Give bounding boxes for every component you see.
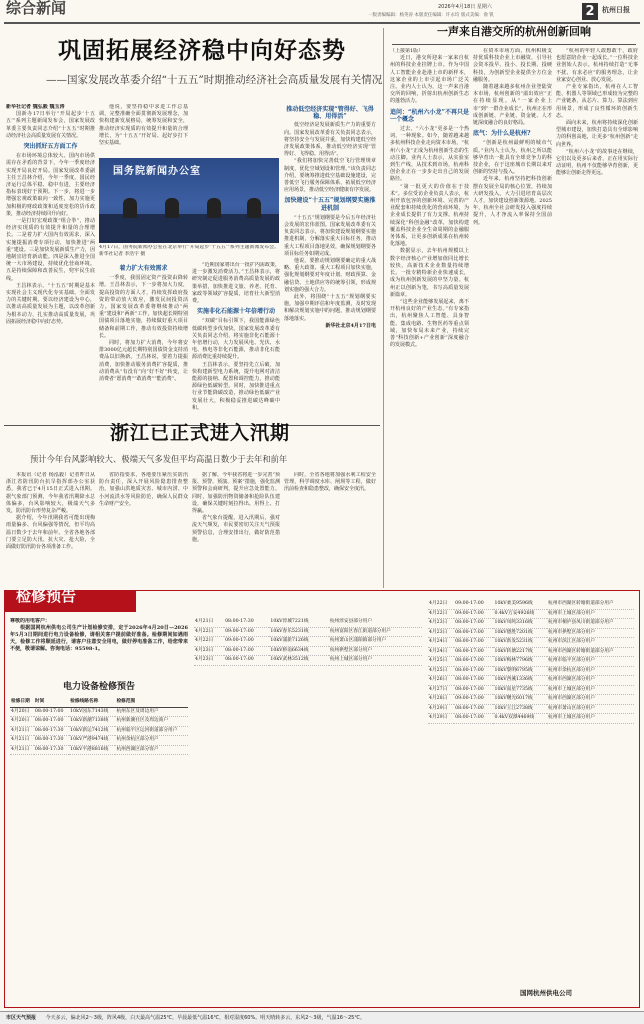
side-paragraph: 面向未来，杭州将持续深化创新型城市建设，加快打造具有全球影响力的科创高地，让更多“杭州创新”走向世界。: [556, 120, 638, 148]
table-row: [194, 656, 422, 666]
cell-time: 08:00-17:00: [454, 704, 493, 714]
lead-paragraph: “双碳”目标引领下，我国能源绿色低碳转型步伐加快。国家发展改革委有关负责同志介绍，将实施非化石能源十年倍增行动，大力发展风电、光伏、水电、核电等非化石能源，推动非化石能源消费比重持续提升。: [192, 318, 280, 361]
flood-column-4: [284, 472, 376, 584]
cell-time: 08:00-17:00: [454, 666, 493, 676]
table-row: [428, 657, 634, 667]
lead-subtitle: ——国家发展改革委介绍“十五五”时期推动经济社会高质量发展有关情况: [46, 74, 383, 86]
table-row: [428, 714, 634, 724]
lead-paragraph: 在市场环境总体较大、国内市场供需存在矛盾的背景下，今年一季度经济实现开局良好开局。国家发展改革委副主任王昌林介绍，今年一季度，国民经济运行总体平稳、稳中有进，主要经济指标表现好于预期。下一步，将进一步增强宏观政策取向一致性，加力实施更加积极的财政政策和适度宽松的货币政策，推动经济持续回升向好。: [6, 153, 95, 217]
side-paragraph: “这些企业能够发展起来，离不开杭州良好的产业生态。”有专家指出，杭州聚焦人工智能、具身智能、集成电路、生物医药等重点领域，加快布局未来产业，持续完善“科技创新+产业创新”深度融合的发展模式。: [390, 298, 469, 349]
flood-paragraph: 省气象台提醒，进入汛期后，强对流天气频发，市民要密切关注天气预报预警信息，合理安排出行，做好防范措施。: [192, 515, 280, 543]
cell-area: 杭州市萧山区部分用户: [547, 704, 634, 714]
cell-line: 10kV武林3512线: [269, 656, 328, 666]
cell-time: 08:00-17:00: [454, 647, 493, 657]
cell-area: 杭州淳安县部分用户: [329, 618, 422, 627]
notice-body: 根据国网杭州供电公司生产计划检修安排，定于2026年4月20日—2026年5月3日期间进行电力设备检修，请相关客户提前做好准备。检修期间如遇雨天，检修工作将顺延进行，请客户注意安全用电，做好停电准备工作，给您带来不便，敬请谅解。咨询电话：95598-1。: [10, 625, 188, 652]
cell-line: 10kV南星7735线: [493, 685, 547, 695]
cell-date: 4月20日: [10, 717, 34, 727]
lead-column-2b: [99, 262, 188, 419]
side-headline: 一声来自港交所的杭州创新回响: [437, 25, 591, 38]
section-title: 综合新闻: [6, 0, 67, 17]
table-row: [428, 600, 634, 609]
cell-time: 08:00-17:30: [34, 726, 69, 736]
cell-date: 4月22日: [194, 637, 224, 647]
cell-date: 4月26日: [428, 676, 454, 686]
side-paragraph: 近年来，杭州坚持把科技创新摆在发展全局的核心位置，持续加大研发投入，大力引进培育高层次人才，加快建设创新策源地。2025年，杭州全社会研发投入强度持续提升，人才净流入率保持全国前列。: [473, 176, 552, 226]
table-row: [194, 637, 422, 647]
cell-line: 10kV新运7412线: [69, 726, 115, 736]
lead-paragraph: “近期国家将出台一批扩内需政策，进一步激发消费活力。”王昌林表示，将研究制定促进服务消费高质量发展的政策举措，加快推进文旅、养老、托育、家政等领域扩容提质，培育壮大新型消费。: [192, 262, 280, 305]
cell-date: 4月21日: [10, 745, 34, 755]
table-row: [194, 618, 422, 627]
side-column-3: [556, 48, 638, 588]
cell-line: 10kV严港9474线: [69, 736, 115, 746]
flood-headline: 浙江已正式进入汛期: [110, 422, 291, 444]
table-row: [428, 704, 634, 714]
table-row: [194, 627, 422, 637]
cell-date: 4月29日: [428, 704, 454, 714]
maintenance-table: [194, 618, 422, 666]
cell-area: 杭州市桐庐县凤川街道部分用户: [547, 619, 634, 629]
photo-person: [247, 198, 261, 218]
lead-column-1: [6, 104, 95, 419]
flood-column-3: [192, 472, 280, 584]
lead-paragraph: 一季度，我国固定资产投资由降转增。王昌林表示，下一步将加大力度，提高投资的方面人才，持续发挥政府投资的带动放大效应，激发民间投资活力。国家发展改革委将继续推动“两重”建设和“两新”工作，加快超长期特别国债项目落地实施，持续做好重大项目储备和前期工作，推动有效投资持续增长。: [99, 275, 188, 339]
cell-time: 08:00-17:00: [224, 646, 269, 656]
side-column-1: [390, 48, 469, 588]
lead-headline: 巩固拓展经济稳中向好态势: [58, 38, 346, 64]
cell-date: 4月22日: [428, 609, 454, 619]
cell-date: 4月23日: [194, 656, 224, 666]
cell-time: 09:00-17:00: [224, 627, 269, 637]
side-paragraph: “杭州的年轻人敢想敢干，政府也愿意陪企业一起成长。”一位科技企业创始人表示。杭州持续打造“无事不扰、有求必应”的服务理念，让企业家安心创业、放心发展。: [556, 48, 638, 83]
cell-time: 08:00-17:00: [34, 707, 69, 717]
lead-byline: 新华社记者 魏弘毅 魏玉涛: [6, 104, 65, 110]
cell-area: 杭州东区及周边用户: [115, 707, 188, 717]
cell-line: 10kV春乐5231线: [269, 627, 328, 637]
table-row: [10, 717, 188, 727]
cell-date: 4月21日: [194, 618, 224, 627]
photo-person: [207, 198, 221, 218]
cell-line: 10kV柔美9596线: [493, 600, 547, 609]
flood-paragraph: 据介绍，今年汛期我省可能出现梅雨量偏多、台风偏强等情况，但平均高温日数少于去年和前年。全省各地各部门要立足防大汛、抗大灾、抢大险，全面做好防汛防台各项准备工作。: [6, 515, 95, 551]
press-conference-photo: [99, 158, 279, 243]
cell-time: 08:00-17:30: [224, 618, 269, 627]
notice-table-title: 电力设备检修预告: [62, 682, 135, 692]
table-row: [194, 646, 422, 656]
photo-person: [165, 198, 179, 218]
cell-time: 09:00-17:00: [454, 695, 493, 705]
maintenance-table: [10, 698, 188, 755]
cell-area: 杭州市上城区部分用户: [547, 714, 634, 724]
column-header: 检修线路名称: [69, 698, 115, 707]
lead-paragraph: 一是打好宏观政策“组合拳”，推动经济实现质的有效提升和量的合理增长。二是着力扩大国内有效需求，深入实施提振消费专项行动，加快推进“两重”建设。三是加快发展新质生产力，因地制宜培育新动能。四是深入推进全国统一大市场建设，持续优化营商环境。五是持续保障和改善民生，兜牢民生底线。: [6, 218, 95, 282]
weather-footer: [0, 1011, 644, 1024]
dateline: 新华社北京4月17日电: [325, 322, 376, 329]
maintenance-table: [428, 600, 634, 724]
cell-date: 4月23日: [194, 646, 224, 656]
photo-caption: 4月17日，国务院新闻办公室在北京举行“开局起步‘十五五’”系列主题新闻发布会。新华社记者 李浩宇 摄: [99, 245, 279, 257]
weather-text: 今天多云，偏北风2～3级，阵风4级，白天最高气温25℃，早晨最低气温16℃，相对湿度60%。明天晴转多云，东风2～3级，气温16～25℃。: [45, 1015, 365, 1021]
cell-area: 杭州市上城区部分用户: [547, 609, 634, 619]
side-paragraph: 近日，港交所迎来一家来自杭州的科技企业挂牌上市。作为中国人工智能企业赴港上市的新样本，这家企业的上市引起市场广泛关注。业内人士认为，这一声来自港交所的回响，折射出杭州创新生态的蓬勃活力。: [390, 55, 469, 105]
lead-paragraph: 王昌林表示，“十五五”时期是基本实现社会主义现代化夯实基础、全面发力的关键时期。要以经济建设为中心，以推动高质量发展为主题，以改革创新为根本动力，扎实推动高质量发展，巩固拓展经济稳中向好态势。: [6, 282, 95, 325]
table-header-row: [10, 698, 188, 707]
maintenance-table-left: [10, 698, 188, 998]
header-rule: [4, 22, 640, 24]
side-paragraph: “第一批更大的价值在于技术”。多位受访企业负责人表示，杭州开放包容的创新环境、完善的产业配套和持续优化的营商环境，为企业成长提供了有力支撑。杭州持续深化“科创金融”改革，加快构建覆盖科技企业全生命周期的金融服务体系，让更多创新成果在杭州转化落地。: [390, 183, 469, 248]
cell-line: 10kV园东7143线: [69, 707, 115, 717]
cell-date: 4月25日: [428, 666, 454, 676]
cell-date: 4月24日: [428, 647, 454, 657]
cell-area: 杭州市拱墅区部分用户: [547, 628, 634, 638]
cell-time: 08:00-17:00: [454, 714, 493, 724]
flood-paragraph: 省防指要求，各地要压紧压实防汛防台责任，深入开展风险隐患排查整治，加强山洪地质灾害、城市内涝、中小河流洪水等风险防范，确保人民群众生命财产安全。: [99, 472, 188, 507]
notice-signature: 国网杭州供电公司: [520, 989, 572, 997]
cell-date: 4月21日: [10, 736, 34, 746]
cell-time: 09:00-17:00: [454, 600, 493, 609]
weather-label: 市区天气预报: [6, 1015, 37, 1021]
cell-area: 杭州市临平区部分用户: [547, 657, 634, 667]
photo-desk: [99, 214, 279, 243]
date-line: 2026年4月18日 星期六: [438, 4, 492, 10]
table-row: [428, 676, 634, 686]
cell-time: 09:00-17:00: [454, 609, 493, 619]
cell-date: 4月23日: [428, 619, 454, 629]
cell-time: 08:00-17:00: [34, 717, 69, 727]
cell-line: 10kV新潮7138线: [69, 717, 115, 727]
cell-date: 4月25日: [428, 657, 454, 667]
table-row: [10, 745, 188, 755]
cell-area: 杭州市西湖区部分用户: [547, 676, 634, 686]
cell-line: 10kV淳城7221线: [269, 618, 328, 627]
cell-line: 10kV王江2738线: [493, 704, 547, 714]
flood-column-1: [6, 472, 95, 584]
cell-time: 08:00-17:00: [454, 657, 493, 667]
cell-line: 10kV德胜7201线: [493, 628, 547, 638]
side-paragraph: 在资本市场方面，杭州积极支持优质科技企业上市融资，引导社会资本投早、投小、投长期、投硬科技，为创新型企业提供全方位金融服务。: [473, 48, 552, 83]
table-row: [428, 609, 634, 619]
side-paragraph: 数据显示，去年杭州规模以上数字经济核心产业增加值同比增长较快，高新技术企业数量持续增长。一批专精特新企业快速成长，成为杭州创新发展的中坚力量。杭州正以创新为笔，书写高质量发展新篇章。: [390, 248, 469, 298]
flood-paragraph: 同时，全省各地将加强水利工程安全管理，科学调度水库、闸坝等工程，做好汛前检查和隐患整改，确保安全度汛。: [284, 472, 376, 493]
cell-date: 4月20日: [10, 707, 34, 717]
lead-heading-2: 着力扩大有效需求: [119, 265, 168, 272]
table-row: [428, 685, 634, 695]
table-row: [428, 647, 634, 657]
cell-line: 10kV新发5231线: [493, 638, 547, 648]
cell-time: 08:00-17:00: [454, 685, 493, 695]
editors-line: 一版责编编辑：杨英涛 本版责任编辑：许永均 版式美编：俞 钒: [368, 13, 494, 18]
column-header: 检修范围: [115, 698, 188, 707]
masthead: 杭州日报: [602, 5, 630, 14]
cell-line: 10kV平港8816线: [69, 745, 115, 755]
lead-paragraph: 他说，要坚持稳中求进工作总基调，完整准确全面贯彻新发展理念，加快构建新发展格局，统筹发展和安全，推动经济实现质的有效提升和量的合理增长，为“十五五”开好局、起好步打下坚实基础。: [99, 104, 188, 147]
cell-date: 4月28日: [428, 695, 454, 705]
table-row: [10, 707, 188, 717]
cell-area: 杭州市滨江区部分用户: [547, 638, 634, 648]
side-heading-1: 追问：“杭州六小龙”不再只是一个概念: [390, 108, 469, 123]
cell-line: 10kV西溪1336线: [493, 676, 547, 686]
maintenance-table-mid: [194, 618, 422, 998]
page-number: 2: [582, 3, 598, 20]
cell-line: 10kV凤鸣3316线: [493, 619, 547, 629]
lead-paragraph: “我们将加快完善低空飞行管理规章制度，优化空域划设和管理。”该负责同志介绍，要统筹推进低空基础设施建设，完善低空飞行服务保障体系，拓展低空经济应用场景，推动低空经济健康有序发展。: [284, 158, 376, 194]
cell-area: 杭州新潮社区及周边商户: [115, 717, 188, 727]
side-paragraph: 产业专家指出，杭州在人工智能、机器人等领域已形成较为完整的产业链条，从芯片、算力、算法到应用场景，形成了良性循环的创新生态。: [556, 84, 638, 119]
lead-column-4: [284, 104, 376, 419]
notice-title-bar: 检修预告: [4, 590, 136, 612]
cell-area: 杭州上城区部分用户: [329, 656, 422, 666]
side-paragraph: 过去，“六小龙”更多是一个热词，一种现象。如今，随着越来越多杭州科技企业走向资本市场，“杭州六小龙”正成为杭州创新生态的生动注脚。业内人士表示，从实验室到生产线，从技术到市场，杭州科创企业正在一步步走出自己的发展路径。: [390, 126, 469, 183]
cell-line: 10kV曙光6017线: [493, 695, 547, 705]
cell-line: 10kV桥南6634线: [269, 646, 328, 656]
column-divider: [383, 28, 384, 588]
side-paragraph: 随着越来越多杭州企业登陆资本市场，杭州创新的“溢出效应”正在持续显现。从“一家企业上市”到“一群企业成长”，杭州正在形成创新链、产业链、资金链、人才链深度融合的良好格局。: [473, 84, 552, 127]
table-row: [428, 638, 634, 648]
lead-paragraph: “十五五”规划纲要是今后五年经济社会发展的宏伟蓝图。国家发展改革委有关负责同志表示，将加快建设规划纲要实施推进机制，分解落实重大目标任务，推动重大工程项目落地见效，确保规划纲要各项目标任务如期完成。: [284, 214, 376, 257]
cell-time: 08:00-17:00: [454, 628, 493, 638]
lead-heading-3: 推动低空经济实现“管得好、飞得稳、用得活”: [286, 106, 374, 121]
table-row: [428, 695, 634, 705]
cell-line: 10kV黎明6795线: [493, 666, 547, 676]
notice-salutation: 尊敬的用电客户：: [10, 618, 51, 624]
flood-paragraph: 据了解，今年我省将进一步完善“预报、预警、预演、预案”措施，强化监测预警和会商研判，提升应急处置能力。同时，加强防汛物资储备和抢险队伍建设，确保关键时刻拉得出、用得上、打得赢。: [192, 472, 280, 515]
cell-date: 4月29日: [428, 714, 454, 724]
cell-time: 08:00-17:00: [454, 619, 493, 629]
cell-area: 杭州市上城区部分用户: [547, 685, 634, 695]
lead-paragraph: 王昌林表示，要坚持先立后破，加快构建新型电力系统，提升电网对清洁能源的接纳、配置和调控能力，推动能源绿色低碳转型。同时，加快推进重点行业节能降碳改造，推动绿色低碳产业发展壮大，积极稳妥推进碳达峰碳中和。: [192, 361, 280, 411]
cell-line: 0.4kV双潭4469线: [493, 714, 547, 724]
flood-column-2: [99, 472, 188, 584]
cell-area: 杭州拱墅区部分用户: [329, 646, 422, 656]
lead-column-2: [99, 104, 188, 160]
cell-line: 10kV转塘2217线: [493, 647, 547, 657]
cell-area: 杭州富阳区春江街道部分用户: [329, 627, 422, 637]
side-byline: （上接第1版）: [390, 48, 424, 54]
column-header: 时间: [34, 698, 69, 707]
cell-date: 4月22日: [194, 627, 224, 637]
side-headline-rule: [392, 44, 636, 45]
side-paragraph: “创新是杭州最鲜明的城市气质。”业内人士认为，杭州之所以能够孕育出一批具有全球竞争力的科技企业，在于这座城市长期以来对创新的坚持与投入。: [473, 140, 552, 176]
photo-person: [123, 198, 137, 218]
table-row: [10, 736, 188, 746]
maintenance-table-right: [428, 600, 634, 980]
lead-paragraph: 同时，将加力扩大消费，今年将安排3000亿元超长期特别国债资金支持消费品以旧换新。王昌林说，要着力提振消费，加快推动服务消费扩容提质，推动消费从“有没有”向“好不好”转变，让消费者“愿消费”“敢消费”“能消费”。: [99, 340, 188, 383]
cell-date: 4月22日: [428, 600, 454, 609]
flood-paragraph: 本报讯（记者 杨泓毅）记者昨日从浙江省防汛防台抗旱指挥部办公室获悉，我省已于4月15日正式进入汛期。据气象部门预测，今年我省汛期降水总体偏多，台风影响较大，极端天气多发，防汛防台形势复杂严峻。: [6, 472, 95, 515]
side-column-2: [473, 48, 552, 588]
lead-heading-1: 突出抓好五方面工作: [23, 143, 78, 151]
cell-area: 杭州市余杭区部分用户: [547, 666, 634, 676]
side-heading-2: 底气：为什么是杭州?: [473, 130, 531, 138]
cell-time: 08:00-17:00: [454, 676, 493, 686]
lead-paragraph: 他说，要推动规划纲要确定的重大战略、重大政策、重大工程项目加快实施，强化规划纲要对年度计划、财政预算、金融信贷、土地供应等的统筹引领，形成规划实施的强大合力。: [284, 258, 376, 293]
cell-time: 08:00-17:00: [224, 656, 269, 666]
flood-subtitle: 预计今年台风影响较大、极端天气多发但平均高温日数少于去年和前年: [30, 454, 288, 464]
side-paragraph: “杭州六小龙”的故事还在继续，它们以及更多后来者，正在用实际行动证明，杭州不仅能够孕育创新，更能够让创新走得更远。: [556, 148, 638, 177]
column-header: 检修日期: [10, 698, 34, 707]
lead-heading-4: 实施非化石能源十年倍增行动: [196, 308, 275, 316]
cell-time: 09:00-17:00: [224, 637, 269, 647]
cell-time: 08:00-17:30: [34, 745, 69, 755]
table-row: [428, 666, 634, 676]
cell-time: 08:00-17:00: [454, 638, 493, 648]
table-row: [428, 628, 634, 638]
cell-date: 4月24日: [428, 638, 454, 648]
photo-backdrop-title: 国务院新闻办公室: [113, 166, 201, 177]
cell-area: 杭州市西湖区转塘街道部分用户: [547, 647, 634, 657]
cell-line: 10kV梅林7796线: [493, 657, 547, 667]
lead-paragraph: 低空经济是发展新质生产力的重要方向。国家发展改革委有关负责同志表示，将坚持安全与发展并重，加快构建低空经济发展政策体系，推动低空经济实现“管得好、飞得稳、用得活”。: [284, 122, 376, 158]
cell-area: 杭州临平区运河街道部分用户: [115, 726, 188, 736]
notice-intro: [10, 618, 188, 676]
table-row: [428, 619, 634, 629]
cell-area: 杭州余杭区部分用户: [115, 736, 188, 746]
cell-area: 杭州西湖区部分客户: [115, 745, 188, 755]
cell-area: 杭州萧山区浦阳镇部分用户: [329, 637, 422, 647]
cell-line: 10kV浦新7126线: [269, 637, 328, 647]
cell-line: 0.4kV万安4926线: [493, 609, 547, 619]
table-row: [10, 726, 188, 736]
lead-column-3: [192, 262, 280, 419]
cell-date: 4月27日: [428, 685, 454, 695]
cell-date: 4月21日: [10, 726, 34, 736]
cell-time: 08:00-17:30: [34, 736, 69, 746]
lead-intro: 国新办17日举行“开局起步‘十五五’”系列主题新闻发布会，国家发展改革委主要负责同志介绍“十五五”时期推动经济社会高质量发展有关情况。: [6, 111, 95, 139]
cell-area: 杭州市西湖区部分用户: [547, 695, 634, 705]
lead-paragraph: 此外，将围绕“十五五”规划纲要实施，加强中期评估和年度监测，及时发现和解决规划实施中的问题，推动规划纲要落地落实。: [284, 294, 376, 322]
cell-date: 4月23日: [428, 628, 454, 638]
cell-area: 杭州市西湖区转塘街道部分用户: [547, 600, 634, 609]
lead-heading-5: 加快建设“十五五”规划纲要实施推进机制: [284, 197, 376, 212]
